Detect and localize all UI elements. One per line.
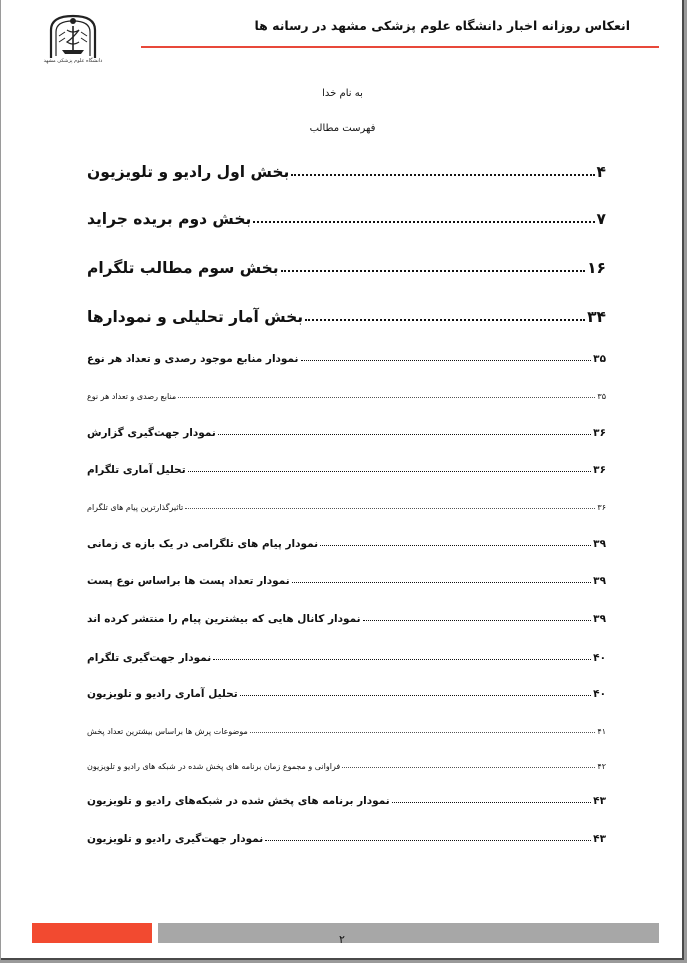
toc-entry-label: نمودار تعداد پست ها براساس نوع پست bbox=[87, 575, 290, 587]
dot-leader bbox=[305, 319, 585, 321]
toc-page-number: ۳۵ bbox=[597, 392, 606, 401]
toc-page-number: ۴۲ bbox=[597, 762, 606, 771]
dot-leader bbox=[253, 221, 594, 223]
logo-caption: دانشگاه علوم پزشکی مشهد bbox=[43, 58, 103, 64]
toc-entry-label: بخش آمار تحلیلی و نمودارها bbox=[87, 308, 304, 326]
toc-entry-label: تاثیرگذارترین پیام های تلگرام bbox=[87, 503, 184, 512]
toc-page-number: ۳۹ bbox=[593, 538, 606, 550]
toc-entry-label: نمودار کانال هایی که بیشترین پیام را منتشر کرده اند bbox=[87, 613, 361, 625]
toc-page-number: ۳۶ bbox=[593, 427, 606, 439]
toc-page-number: ۴۰ bbox=[593, 688, 606, 700]
toc-entry[interactable] bbox=[87, 353, 606, 365]
toc-page-number: ۴ bbox=[596, 163, 606, 181]
dot-leader bbox=[320, 545, 591, 546]
toc-entry-label: نمودار جهت‌گیری رادیو و تلویزیون bbox=[87, 833, 264, 845]
toc-entry[interactable] bbox=[87, 163, 606, 181]
toc-entry[interactable] bbox=[87, 762, 606, 771]
page-number: ۲ bbox=[339, 933, 345, 946]
toc-page-number: ۳۹ bbox=[593, 613, 606, 625]
dot-leader bbox=[363, 620, 592, 621]
toc-entry-label: نمودار برنامه های پخش شده در شبکه‌های رادیو و تلویزیون bbox=[87, 795, 390, 807]
toc-entry-label: نمودار جهت‌گیری گزارش bbox=[87, 427, 216, 439]
toc-entry[interactable] bbox=[87, 464, 606, 476]
toc-page-number: ۴۰ bbox=[593, 652, 606, 664]
toc-entry-label: نمودار منابع موجود رصدی و تعداد هر نوع bbox=[87, 353, 299, 365]
toc-entry[interactable] bbox=[87, 575, 606, 587]
dot-leader bbox=[188, 471, 592, 472]
toc-entry-label: بخش دوم بریده جراید bbox=[87, 210, 252, 228]
dot-leader bbox=[185, 508, 595, 509]
dot-leader bbox=[281, 270, 585, 272]
toc-entry[interactable] bbox=[87, 727, 606, 736]
document-page bbox=[1, 0, 684, 960]
toc-entry[interactable] bbox=[87, 427, 606, 439]
toc-entry[interactable] bbox=[87, 652, 606, 664]
dot-leader bbox=[250, 732, 596, 733]
toc-page-number: ۳۶ bbox=[593, 464, 606, 476]
dot-leader bbox=[301, 360, 592, 361]
toc-entry[interactable] bbox=[87, 308, 606, 326]
dot-leader bbox=[213, 659, 591, 660]
toc-entry[interactable] bbox=[87, 392, 606, 401]
toc-entry[interactable] bbox=[87, 259, 606, 277]
toc-entry[interactable] bbox=[87, 795, 606, 807]
header-title: انعکاس روزانه اخبار دانشگاه علوم پزشکی مشهد در رسانه ها bbox=[254, 18, 630, 33]
toc-entry-label: تحلیل آماری رادیو و تلویزیون bbox=[87, 688, 238, 700]
dot-leader bbox=[291, 174, 594, 176]
toc-entry[interactable] bbox=[87, 833, 606, 845]
toc-page-number: ۴۳ bbox=[593, 795, 606, 807]
toc-page-number: ۳۴ bbox=[587, 308, 606, 326]
dot-leader bbox=[265, 840, 591, 841]
toc-page-number: ۳۹ bbox=[593, 575, 606, 587]
toc-entry-label: بخش سوم مطالب تلگرام bbox=[87, 259, 279, 277]
dot-leader bbox=[240, 695, 592, 696]
dot-leader bbox=[342, 767, 595, 768]
toc-entry-label: فراوانی و مجموع زمان برنامه های پخش شده در شبکه های رادیو و تلویزیون bbox=[87, 762, 341, 771]
toc-page-number: ۷ bbox=[596, 210, 606, 228]
toc-title: فهرست مطالب bbox=[309, 123, 376, 134]
toc-entry[interactable] bbox=[87, 688, 606, 700]
toc-entry[interactable] bbox=[87, 210, 606, 228]
toc-entry[interactable] bbox=[87, 503, 606, 512]
toc-entry-label: تحلیل آماری تلگرام bbox=[87, 464, 186, 476]
toc-entry-label: بخش اول رادیو و تلویزیون bbox=[87, 163, 290, 181]
toc-entry-label: منابع رصدی و تعداد هر نوع bbox=[87, 392, 177, 401]
toc-page-number: ۳۶ bbox=[597, 503, 606, 512]
toc-page-number: ۱۶ bbox=[587, 259, 606, 277]
dot-leader bbox=[392, 802, 591, 803]
dot-leader bbox=[178, 397, 595, 398]
dot-leader bbox=[218, 434, 591, 435]
header-divider bbox=[141, 46, 659, 48]
toc-page-number: ۳۵ bbox=[593, 353, 606, 365]
bismillah-heading: به نام خدا bbox=[322, 88, 363, 99]
dot-leader bbox=[292, 582, 591, 583]
toc-page-number: ۴۱ bbox=[597, 727, 606, 736]
footer-red-bar bbox=[32, 923, 152, 943]
toc-entry[interactable] bbox=[87, 538, 606, 550]
toc-entry-label: نمودار پیام های تلگرامی در یک بازه ی زمانی bbox=[87, 538, 319, 550]
toc-entry[interactable] bbox=[87, 613, 606, 625]
toc-entry-label: موضوعات پرش ها براساس بیشترین تعداد پخش bbox=[87, 727, 248, 736]
toc-entry-label: نمودار جهت‌گیری تلگرام bbox=[87, 652, 212, 664]
footer-gray-bar bbox=[158, 923, 659, 943]
toc-page-number: ۴۳ bbox=[593, 833, 606, 845]
